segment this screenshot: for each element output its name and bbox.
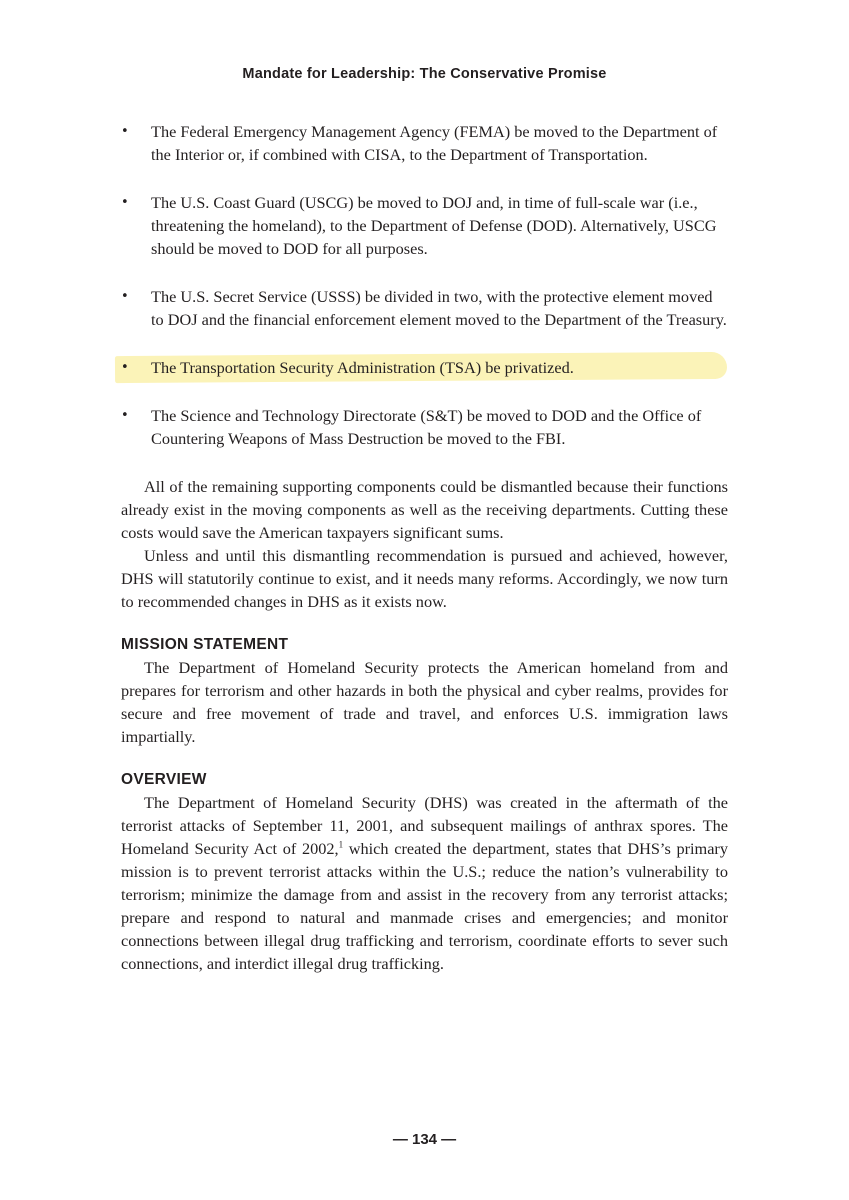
overview-text-part2: which created the department, states that DHS’s primary mission is to prevent terrorist attacks within the U.S.; reduce the nation’s vulnerability to terrorism; minimize the damage from and assist in the recovery from any terrorist attacks; prepare and respond to natural and manmade crises and emergencies; and monitor connections between illegal drug trafficking and terrorism, coordinate efforts to sever such connections, and interdict illegal drug trafficking. bbox=[121, 839, 728, 973]
bullet-dot: • bbox=[121, 195, 129, 210]
list-item bbox=[121, 404, 728, 450]
list-item-highlighted bbox=[121, 356, 728, 379]
bullet-text-st: The Science and Technology Directorate (S&T) be moved to DOD and the Office of Countering Weapons of Mass Destruction be moved to the FBI. bbox=[151, 406, 702, 448]
mission-paragraph: The Department of Homeland Security protects the American homeland from and prepares for terrorism and other hazards in both the physical and cyber realms, provides for secure and free movement of trade and travel, and enforces U.S. immigration laws impartially. bbox=[121, 658, 728, 746]
bullet-text-uscg: The U.S. Coast Guard (USCG) be moved to DOJ and, in time of full-scale war (i.e., threatening the homeland), to the Department of Defense (DOD). Alternatively, USCG should be moved to DOD for all purposes. bbox=[151, 193, 717, 258]
section-heading-mission: MISSION STATEMENT bbox=[121, 636, 289, 653]
bullet-text-fema: The Federal Emergency Management Agency (FEMA) be moved to the Department of the Interior or, if combined with CISA, to the Department of Transportation. bbox=[151, 122, 718, 164]
footnote-reference[interactable]: 1 bbox=[338, 839, 344, 850]
bullet-dot: • bbox=[121, 408, 129, 423]
running-header: Mandate for Leadership: The Conservative Promise bbox=[242, 66, 607, 82]
overview-text-part1: The Department of Homeland Security (DHS) was created in the aftermath of the terrorist attacks of September 11, 2001, and subsequent mailings of anthrax spores. The Homeland Security Act of 2002, bbox=[121, 793, 728, 858]
recommendation-list bbox=[121, 120, 728, 450]
list-item bbox=[121, 120, 728, 166]
bullet-dot: • bbox=[121, 360, 129, 375]
list-item bbox=[121, 285, 728, 331]
bullet-text-tsa: The Transportation Security Administration (TSA) be privatized. bbox=[151, 358, 574, 377]
list-item bbox=[121, 191, 728, 260]
page-content bbox=[121, 120, 728, 975]
bullet-text-usss: The U.S. Secret Service (USSS) be divided in two, with the protective element moved to DOJ and the financial enforcement element moved to the Department of the Treasury. bbox=[151, 287, 727, 329]
bullet-dot: • bbox=[121, 289, 129, 304]
page-number: — 134 — bbox=[392, 1131, 457, 1148]
body-paragraph: All of the remaining supporting components could be dismantled because their functions already exist in the moving components as well as the receiving departments. Cutting these costs would save the American taxpayers significant sums. bbox=[121, 477, 728, 542]
overview-paragraph bbox=[121, 791, 728, 975]
bullet-dot: • bbox=[121, 124, 129, 139]
section-heading-overview: OVERVIEW bbox=[121, 771, 207, 788]
body-paragraph: Unless and until this dismantling recommendation is pursued and achieved, however, DHS will statutorily continue to exist, and it needs many reforms. Accordingly, we now turn to recommended changes in DHS as it exists now. bbox=[121, 546, 728, 611]
